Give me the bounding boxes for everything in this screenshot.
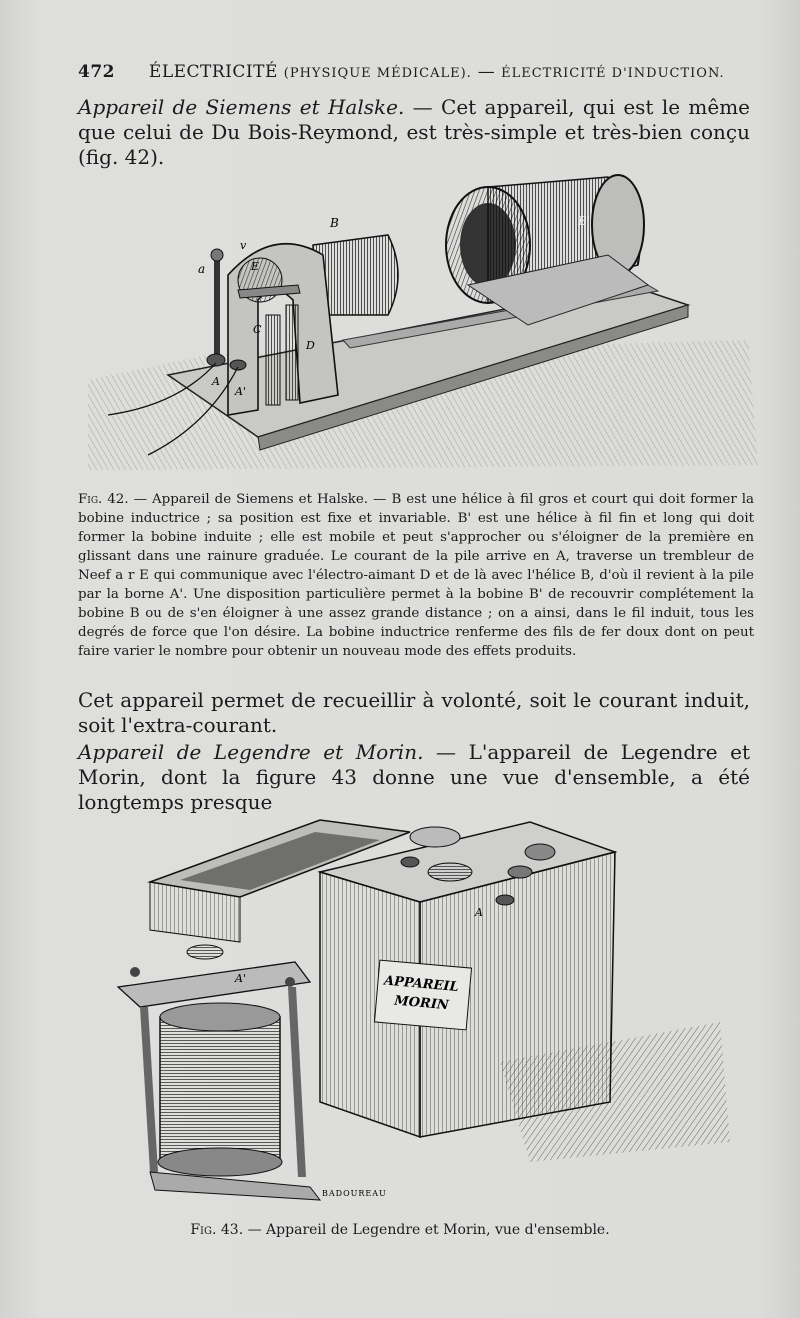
knob-large [428,863,472,881]
knob-2 [496,895,514,905]
caption-43-text: — Appareil de Legendre et Morin, vue d'ensemble. [243,1222,610,1238]
paragraph-siemens-text: — Cet appareil, qui est le même que celui de Du Bois-Reymond, est très-simple et très-bien conçu (fig. 42). [78,95,751,169]
nameplate-line-1: APPAREIL [383,973,460,996]
page-number: 472 [78,62,115,82]
label-c: C [253,323,262,336]
coil-terminal-1 [130,967,140,977]
coil-knob [187,945,223,959]
paragraph-legendre-morin [78,740,750,815]
caption-42-text: — Appareil de Siemens et Halske. — B est une hélice à fil gros et court qui doit former la bobine inductrice ; sa position est fixe et invariable. B' est une hélice à fil fin et long qui doit former la bobine induite ; elle est mobile et peut s'approcher ou s'éloigner de la première en glissant dans une rainure graduée. Le courant de la pile arrive en A, traverse un trembleur de Neef a r E qui communique avec l'électro-aimant D et de là avec l'hélice B, d'où il revient à la pile par la borne A'. Une disposition particulière permet à la bobine B' de recouvrir complétement la bobine B ou de s'en éloigner à une assez grande distance ; on a ainsi, dans le fil induit, tous les degrés de force que l'on désire. La bobine inductrice renferme des fils de fer doux dont on peut faire varier le nombre pour obtenir un nouveau mode des effets produits. [78,492,754,659]
knob-1 [401,857,419,867]
coil-base [150,1172,320,1200]
coil-post-left [140,1007,158,1172]
figure-43-illustration [110,812,750,1207]
engraver-signature: BADOUREAU [322,1189,387,1198]
caption-43-label: Fig. 43. [190,1222,244,1238]
caption-42-label: Fig. 42. [78,492,129,507]
label-e: E [251,260,260,273]
paragraph-siemens [78,95,750,170]
nameplate-line-2: MORIN [393,993,450,1014]
header-title: ÉLECTRICITÉ [148,62,278,82]
induction-coil [160,1017,280,1162]
column-c [286,305,298,400]
caption-figure-42 [78,490,754,661]
post-a-screw [211,249,223,261]
label-a-small: a [198,262,206,276]
label-a-terminal: A [212,375,220,388]
label-a-box: A [475,906,483,919]
coil-post-right [288,987,306,1177]
label-b-prime: B' [578,214,591,228]
coil-top-flange [160,1003,280,1031]
caption-figure-43 [0,1222,800,1238]
label-b: B [330,216,339,230]
terminal-a-prime [230,360,246,370]
label-v: v [240,239,247,252]
label-d: D [306,339,315,352]
figure-42-illustration [88,165,758,475]
coil-frame-top [118,962,310,1007]
paragraph-legendre-title: Appareil de Legendre et Morin. [78,740,424,764]
paragraph-extra-courant-text: Cet appareil permet de recueillir à volonté, soit le courant induit, soit l'extra-courant. [78,688,750,737]
terminal-a [207,354,225,366]
dial [410,827,460,847]
commutator-wheel [525,844,555,860]
paragraph-extra-courant [78,688,750,738]
post-a [214,260,220,365]
header-dash: — [477,62,496,82]
nameplate [374,960,471,1030]
paragraph-siemens-title: Appareil de Siemens et Halske. [78,95,405,119]
running-header [78,62,758,82]
label-a-prime-terminal: A' [235,385,246,398]
paragraph-legendre-text: — L'appareil de Legendre et Morin, dont la figure 43 donne une vue d'ensemble, a été longtemps presque [78,740,750,814]
knob-3 [508,866,532,878]
header-section: ÉLECTRICITÉ D'INDUCTION. [501,66,725,81]
coil-terminal-2 [285,977,295,987]
header-subtitle: (PHYSIQUE MÉDICALE). [283,66,472,81]
coil-bottom-flange [158,1148,282,1176]
label-a-prime-coil: A' [235,972,246,985]
electromagnet-d [266,315,280,405]
